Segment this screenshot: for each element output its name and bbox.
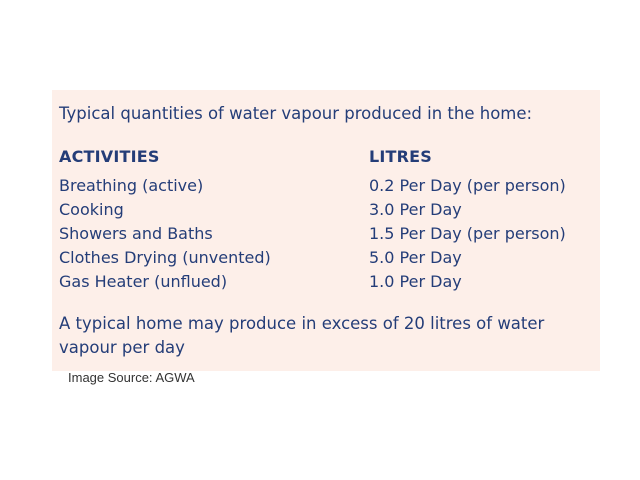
activities-column-header: ACTIVITIES: [59, 147, 160, 166]
litres-column-header: LITRES: [369, 147, 433, 166]
activity-cell: Showers and Baths: [59, 224, 213, 243]
vapour-table: [59, 174, 594, 294]
litres-cell: 1.5 Per Day (per person): [369, 224, 566, 243]
activity-cell: Clothes Drying (unvented): [59, 248, 271, 267]
litres-cell: 5.0 Per Day: [369, 248, 462, 267]
activity-cell: Gas Heater (unflued): [59, 272, 228, 291]
summary-text: A typical home may produce in excess of 20 litres of water vapour per day: [59, 314, 545, 357]
info-panel: [52, 90, 600, 371]
table-row: [59, 270, 594, 294]
table-row: [59, 198, 594, 222]
table-row: [59, 222, 594, 246]
litres-cell: 1.0 Per Day: [369, 272, 462, 291]
litres-cell: 0.2 Per Day (per person): [369, 176, 566, 195]
intro-heading: Typical quantities of water vapour produced in the home:: [59, 104, 533, 123]
activity-cell: Cooking: [59, 200, 124, 219]
image-source-caption: Image Source: AGWA: [68, 370, 195, 385]
table-row: [59, 174, 594, 198]
activity-cell: Breathing (active): [59, 176, 204, 195]
litres-cell: 3.0 Per Day: [369, 200, 462, 219]
table-header: [59, 145, 594, 169]
table-row: [59, 246, 594, 270]
